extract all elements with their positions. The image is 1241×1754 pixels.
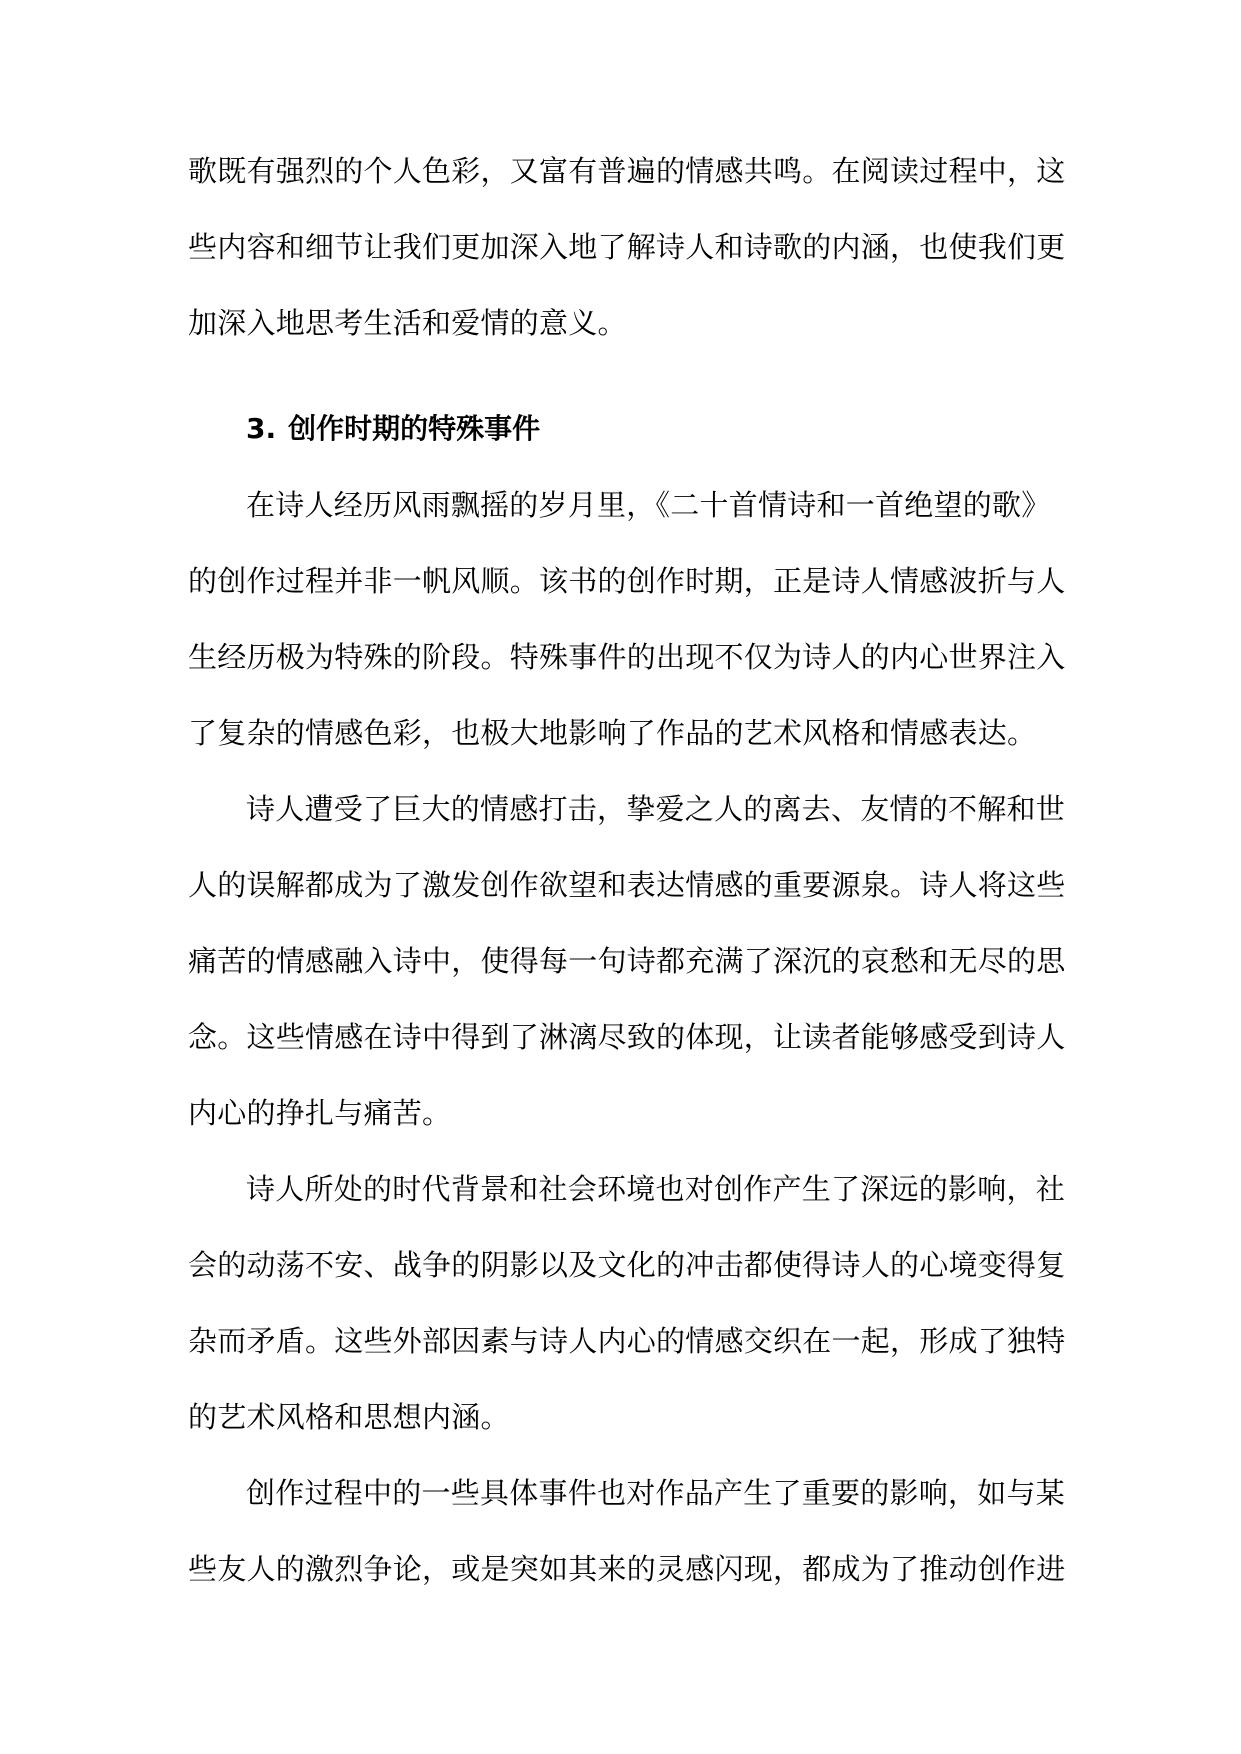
- text-line: 会的动荡不安、战争的阴影以及文化的冲击都使得诗人的心境变得复: [188, 1248, 1066, 1282]
- text-line: 诗人所处的时代背景和社会环境也对创作产生了深远的影响，社: [246, 1172, 1066, 1206]
- text-line: 人的误解都成为了激发创作欲望和表达情感的重要源泉。诗人将这些: [188, 868, 1066, 902]
- text-line: 内心的挣扎与痛苦。: [188, 1096, 452, 1130]
- section-heading: [188, 391, 1053, 467]
- text-line: 些友人的激烈争论，或是突如其来的灵感闪现，都成为了推动创作进: [188, 1552, 1066, 1586]
- body-paragraph: [188, 467, 1066, 771]
- text-line: 杂而矛盾。这些外部因素与诗人内心的情感交织在一起，形成了独特: [188, 1324, 1066, 1358]
- text-line: 加深入地思考生活和爱情的意义。: [188, 306, 627, 340]
- continuation-paragraph: [188, 133, 1066, 361]
- text-line: 生经历极为特殊的阶段。特殊事件的出现不仅为诗人的内心世界注入: [188, 640, 1066, 674]
- section-spacer: [188, 361, 1053, 391]
- body-paragraph: [188, 771, 1066, 1151]
- text-line: 些内容和细节让我们更加深入地了解诗人和诗歌的内涵，也使我们更: [188, 230, 1066, 264]
- text-line: 痛苦的情感融入诗中，使得每一句诗都充满了深沉的哀愁和无尽的思: [188, 944, 1066, 978]
- text-line: 了复杂的情感色彩，也极大地影响了作品的艺术风格和情感表达。: [188, 716, 1037, 750]
- text-line: 创作过程中的一些具体事件也对作品产生了重要的影响，如与某: [246, 1476, 1066, 1510]
- body-paragraph: [188, 1455, 1066, 1607]
- text-line: 歌既有强烈的个人色彩，又富有普遍的情感共鸣。在阅读过程中，这: [188, 154, 1066, 188]
- text-line: 念。这些情感在诗中得到了淋漓尽致的体现，让读者能够感受到诗人: [188, 1020, 1066, 1054]
- document-page: [188, 133, 1066, 1607]
- text-line: 的艺术风格和思想内涵。: [188, 1400, 510, 1434]
- section-number: 3.: [246, 412, 277, 445]
- section-title: 创作时期的特殊事件: [288, 412, 541, 445]
- text-line: 诗人遭受了巨大的情感打击，挚爱之人的离去、友情的不解和世: [246, 792, 1066, 826]
- text-line: 在诗人经历风雨飘摇的岁月里，《二十首情诗和一首绝望的歌》: [246, 488, 1051, 522]
- text-line: 的创作过程并非一帆风顺。该书的创作时期，正是诗人情感波折与人: [188, 564, 1066, 598]
- body-paragraph: [188, 1151, 1066, 1455]
